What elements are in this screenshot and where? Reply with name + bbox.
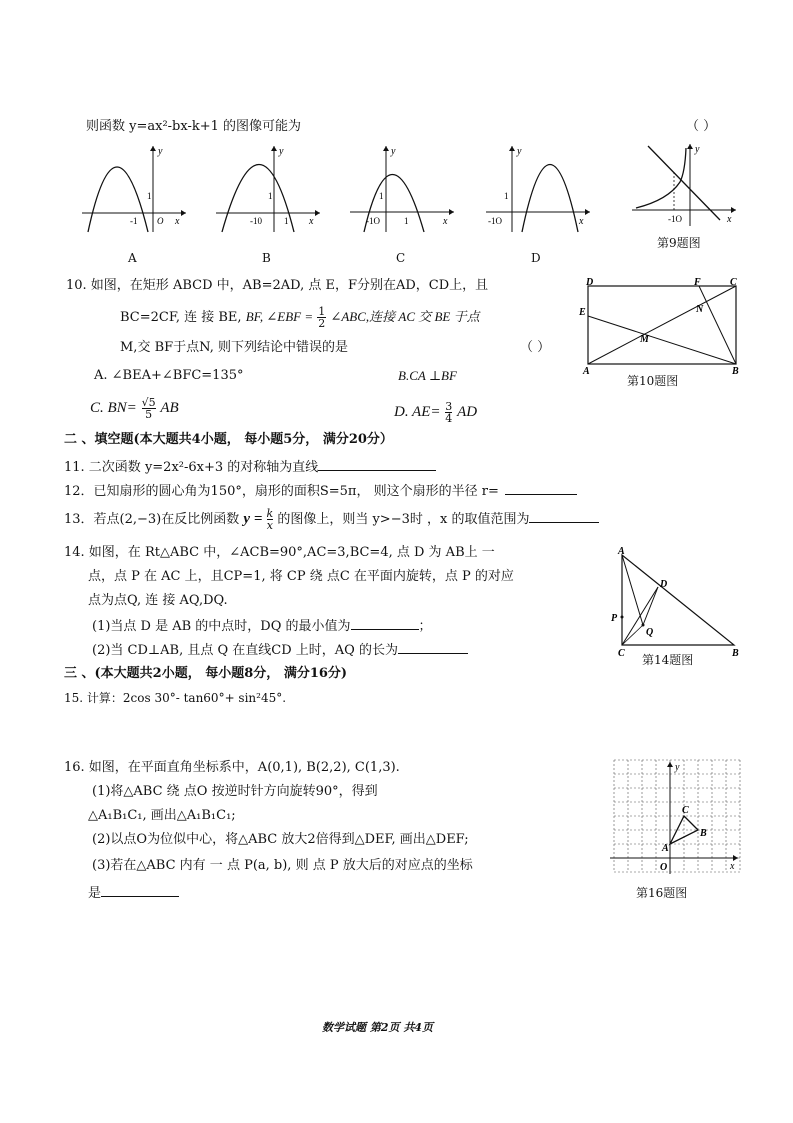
q14-line2: 点，点 P 在 AC 上，且CP=1, 将 CP 绕 点C 在平面内旋转，点 P 的对应	[88, 569, 514, 584]
q10-line2-pre: BC=2CF, 连 接 BE,	[120, 310, 242, 325]
q14-pt-d: D	[660, 579, 668, 590]
q10-frac-num: 1	[318, 305, 326, 318]
q14-line3: 点为点Q, 连 接 AQ,DQ.	[88, 593, 228, 608]
q14-line4	[92, 617, 432, 635]
section-3-title: 三 、(本大题共2小题， 每小题8分， 满分16分)	[64, 666, 348, 681]
q10-opt-d	[394, 400, 477, 424]
q10-opt-d-num: 3	[445, 399, 453, 413]
q13-pre: 13．若点(2,−3)在反比例函数	[64, 512, 240, 527]
q14-blank-2[interactable]	[398, 641, 468, 654]
q16-line6-text: 是	[88, 886, 102, 901]
q10-bracket: （ ）	[520, 340, 551, 355]
q12-blank[interactable]	[505, 482, 577, 495]
q9-opt-c: C	[396, 251, 406, 265]
q10-opt-d-den: 4	[445, 411, 453, 425]
q14-pt-q: Q	[646, 627, 654, 638]
q9c-1: 1	[379, 191, 384, 201]
q9b-1b: 1	[284, 216, 289, 226]
q9-opt-a: A	[128, 251, 137, 265]
q9a-m1: -1	[130, 216, 138, 226]
q14-pt-c: C	[618, 648, 625, 657]
q13-frac-num: k	[266, 507, 274, 520]
q10-opt-d-pre: D. AE=	[394, 404, 441, 420]
q10-opt-c-frac	[142, 397, 156, 420]
q15: 15. 计算：2cos 30°- tan60°+ sin²45°.	[64, 691, 287, 705]
q16-line4: (2)以点O为位似中心，将△ABC 放大2倍得到△DEF, 画出△DEF;	[92, 832, 469, 847]
q9b-1: 1	[268, 191, 273, 201]
q10-opt-a: A. ∠BEA+∠BFC=135°	[94, 368, 244, 383]
q10-pt-d: D	[586, 277, 594, 288]
q10-opt-c-post: AB	[160, 400, 179, 416]
q10-opt-c-pre: C. BN=	[90, 400, 137, 416]
q9d-m1o: -1O	[488, 216, 502, 226]
q13-blank[interactable]	[529, 510, 599, 523]
q13-frac	[267, 508, 274, 531]
q14-line5	[92, 641, 468, 659]
q10-opt-b: B.CA ⊥BF	[398, 368, 457, 383]
q9f-m10: -1O	[668, 214, 682, 224]
q16-line5: (3)若在△ABC 内有 一 点 P(a, b), 则 点 P 放大后的对应点的坐标	[92, 858, 473, 873]
q9-graph-d	[482, 142, 594, 234]
q16-fig-caption: 第16题图	[636, 886, 688, 900]
q9c-y: y	[391, 146, 396, 157]
q10-pt-a: A	[583, 366, 590, 376]
q9b-x: x	[309, 216, 314, 227]
q14-fig-caption: 第14题图	[642, 653, 694, 667]
q16-line3: △A₁B₁C₁, 画出△A₁B₁C₁;	[88, 808, 236, 823]
q16-grid-figure	[606, 758, 742, 878]
q9a-o: O	[157, 216, 164, 226]
q9-graph-a	[78, 142, 190, 234]
q10-frac	[317, 306, 326, 329]
q16-line2: (1)将△ABC 绕 点O 按逆时针方向旋转90°，得到	[92, 784, 378, 799]
q9-fig-caption: 第9题图	[657, 236, 701, 250]
q9-stem: 则函数 y=ax²-bx-k+1 的图像可能为	[86, 119, 302, 134]
q10-line2	[120, 306, 480, 329]
q16-line6	[88, 884, 179, 902]
q13-frac-den: x	[266, 519, 273, 532]
q12	[64, 482, 577, 500]
q16-axis-x: x	[730, 861, 735, 872]
section-2-title: 二 、填空题(本大题共4小题， 每小题5分， 满分20分）	[64, 432, 393, 447]
q10-line2-post: ∠ABC,连接 AC 交 BE 于点	[330, 309, 480, 324]
q16-pt-o: O	[660, 862, 668, 873]
q16-blank[interactable]	[101, 884, 179, 897]
q14-line5-text: (2)当 CD⊥AB, 且点 Q 在直线CD 上时，AQ 的长为	[92, 643, 398, 658]
q9-opt-d: D	[531, 251, 541, 265]
q10-opt-c	[90, 396, 179, 420]
q10-pt-b: B	[732, 366, 739, 376]
q14-pt-a: A	[618, 546, 625, 557]
q11-text: 11. 二次函数 y=2x²-6x+3 的对称轴为直线	[64, 460, 319, 475]
q10-pt-n: N	[696, 304, 704, 315]
q14-pt-b: B	[732, 648, 739, 657]
q9c-x: x	[443, 216, 448, 227]
q10-pt-m: M	[640, 334, 649, 345]
q13-post: 的图像上，则当 y>−3时 ，x 的取值范围为	[277, 512, 530, 527]
q13	[64, 508, 599, 531]
q16-line1: 16. 如图，在平面直角坐标系中，A(0,1), B(2,2), C(1,3).	[64, 760, 400, 775]
q10-opt-c-den: 5	[145, 407, 153, 421]
q14-line1: 14. 如图，在 Rt△ABC 中，∠ACB=90°,AC=3,BC=4, 点 D 为 AB上 一	[64, 545, 495, 560]
q9-opt-b: B	[262, 251, 271, 265]
page-footer: 数学试题 第2页 共4页	[322, 1021, 433, 1034]
q16-axis-y: y	[675, 762, 680, 773]
q10-pt-e: E	[579, 307, 586, 318]
q9d-y: y	[517, 146, 522, 157]
q14-blank-1[interactable]	[351, 617, 419, 630]
q10-line2-mid: BF, ∠EBF =	[245, 309, 314, 324]
q9a-x: x	[175, 216, 180, 227]
q9f-x: x	[727, 214, 732, 225]
q10-line3: M,交 BF于点N, 则下列结论中错误的是	[120, 340, 348, 355]
q10-pt-f: F	[694, 277, 701, 288]
q14-pt-p: P	[611, 613, 618, 624]
q16-pt-b: B	[700, 828, 707, 839]
q10-opt-d-frac	[445, 401, 452, 424]
q9d-1: 1	[504, 191, 509, 201]
q14-line4-end: ；	[418, 619, 432, 634]
q14-line4-text: (1)当点 D 是 AB 的中点时，DQ 的最小值为	[92, 619, 351, 634]
q10-opt-c-num: √5	[141, 395, 156, 409]
q9a-1: 1	[147, 191, 152, 201]
q9b-m10: -10	[250, 216, 262, 226]
q11	[64, 458, 436, 476]
q11-blank[interactable]	[318, 458, 436, 471]
q13-fn: y =	[243, 511, 263, 527]
q9c-1b: 1	[404, 216, 409, 226]
q9-figure	[628, 140, 740, 230]
q9-bracket: （ ）	[686, 119, 717, 134]
q9-graph-c	[346, 142, 458, 234]
q10-pt-c: C	[730, 277, 737, 288]
q10-figure	[578, 276, 746, 376]
q10-frac-den: 2	[318, 317, 326, 330]
q12-text: 12．已知扇形的圆心角为150°，扇形的面积S=5π， 则这个扇形的半径 r=	[64, 484, 499, 499]
q9d-x: x	[579, 216, 584, 227]
q16-pt-c: C	[682, 805, 689, 816]
q9f-y: y	[695, 144, 700, 155]
q10-line1: 10. 如图，在矩形 ABCD 中，AB=2AD, 点 E，F分别在AD，CD上，且	[66, 278, 489, 293]
q9b-y: y	[279, 146, 284, 157]
q10-fig-caption: 第10题图	[627, 374, 679, 388]
q14-figure	[606, 545, 744, 657]
q16-pt-a: A	[662, 843, 669, 854]
q9c-m1o: -1O	[366, 216, 380, 226]
q9-graph-b	[212, 142, 324, 234]
q10-opt-d-post: AD	[457, 404, 478, 420]
q9a-y: y	[158, 146, 163, 157]
